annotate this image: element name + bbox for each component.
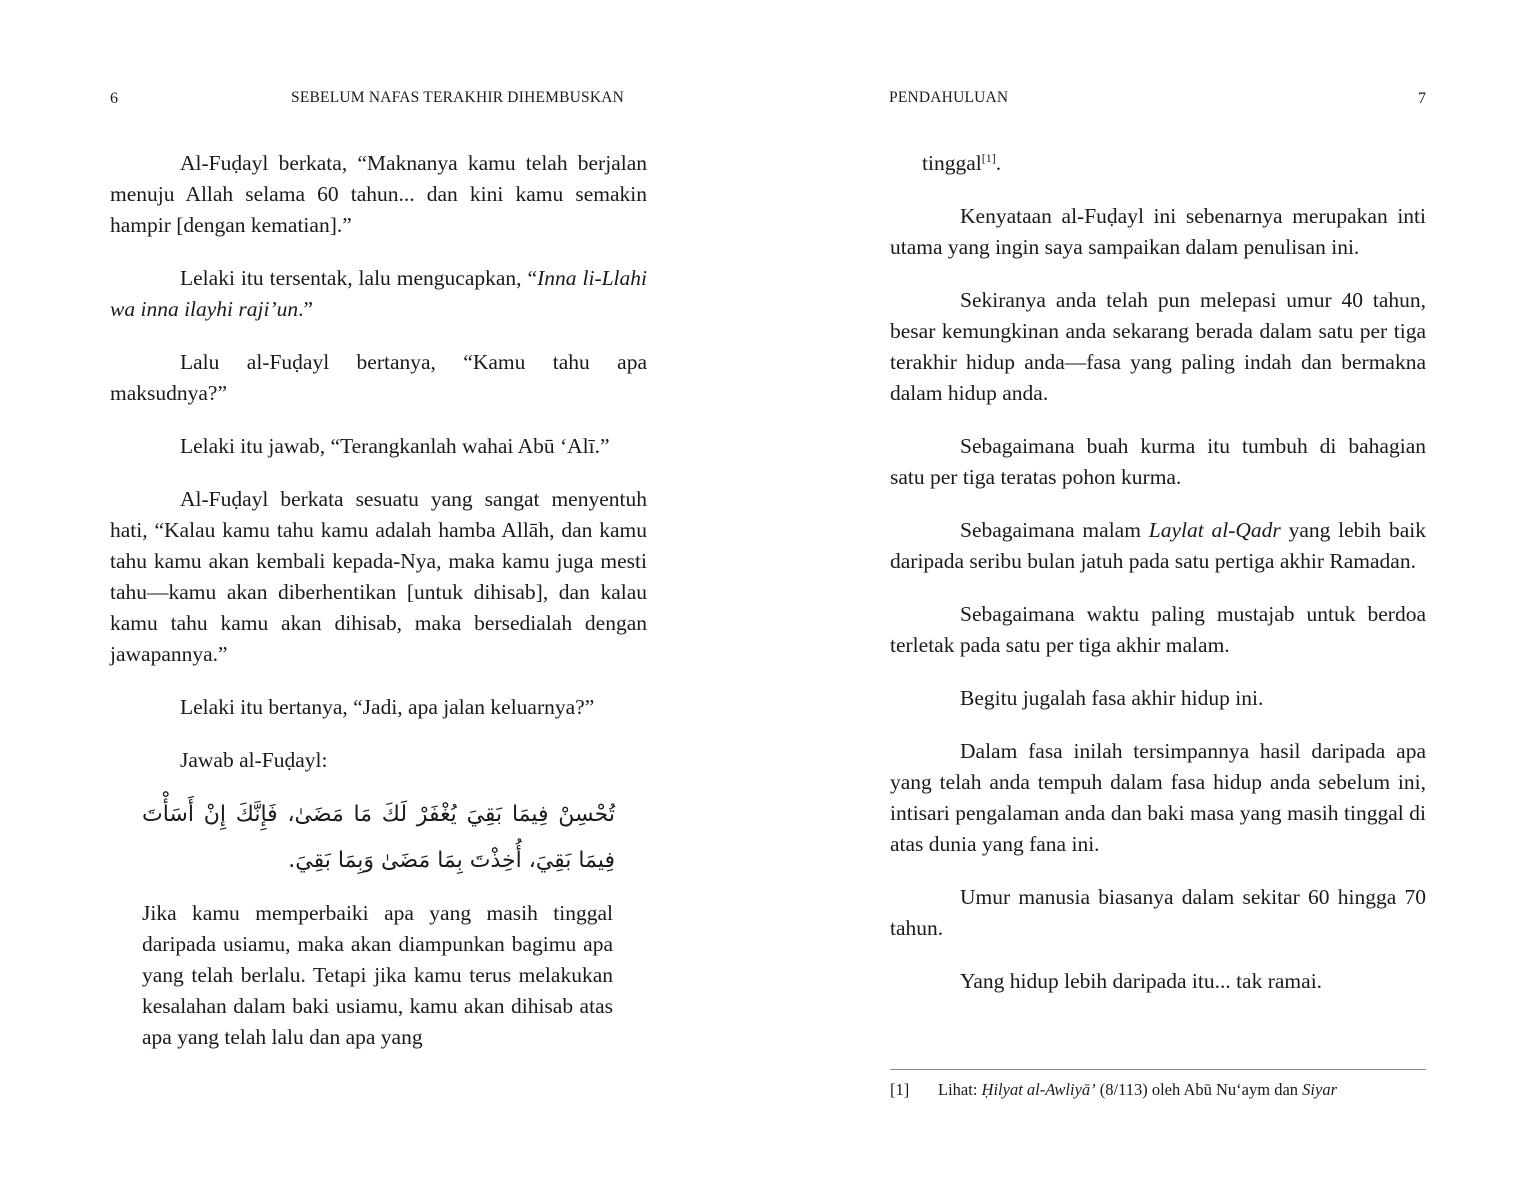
paragraph: Jawab al-Fuḍayl: [180,748,328,772]
page-number: 6 [110,90,118,107]
paragraph: Sekiranya anda telah pun melepasi umur 40 tahun, besar kemungkinan anda sekarang berada dalam satu per tiga terakhir hidup anda—fasa yang paling indah dan bermakna dalam hidup anda. [890,288,1426,405]
text-run: Lelaki itu tersentak, lalu mengucapkan, “ [180,266,538,290]
paragraph: Sebagaimana waktu paling mustajab untuk berdoa terletak pada satu per tiga akhir malam. [890,602,1426,657]
footnote-divider [890,1069,1426,1070]
text-run: . [995,151,1002,175]
paragraph: Umur manusia biasanya dalam sekitar 60 hingga 70 tahun. [890,885,1426,940]
paragraph [890,515,1426,577]
arabic-quote: تُحْسِنْ فِيمَا بَقِيَ يُغْفَرْ لَكَ مَا مَضَىٰ، فَإِنَّكَ إِنْ أَسَأْتَ فِيمَا بَقِيَ، أُخِذْتَ بِمَا مَضَىٰ وَبِمَا بَقِيَ. [142,802,615,873]
running-head: PENDAHULUAN [889,89,1009,106]
italic-title: Siyar [1302,1080,1338,1099]
paragraph: Begitu jugalah fasa akhir hidup ini. [960,686,1264,710]
continuation-line [890,148,1426,179]
italic-phrase: Inna li-Llahi wa inna ilayhi raji’un [110,266,648,321]
italic-title: Ḥilyat al-Awliyā’ [981,1080,1096,1099]
paragraph: Kenyataan al-Fuḍayl ini sebenarnya merupakan inti utama yang ingin saya sampaikan dalam penulisan ini. [890,204,1426,259]
paragraph: Lelaki itu bertanya, “Jadi, apa jalan keluarnya?” [180,695,595,719]
translation-text: Jika kamu memperbaiki apa yang masih tinggal daripada usiamu, maka akan diampunkan bagimu apa yang telah berlalu. Tetapi jika kamu terus melakukan kesalahan dalam baki usiamu, kamu akan dihisab atas apa yang telah lalu dan apa yang [142,901,613,1049]
paragraph: Sebagaimana buah kurma itu tumbuh di bahagian satu per tiga teratas pohon kurma. [890,434,1426,489]
text-run: tinggal [922,151,982,175]
page-number: 7 [1418,90,1426,107]
translation-block [110,898,647,1053]
text-run: .” [298,297,314,321]
paragraph: Lalu al-Fuḍayl bertanya, “Kamu tahu apa maksudnya?” [110,350,647,405]
text-run: Sebagaimana malam [960,518,1149,542]
paragraph [110,263,647,325]
paragraph: Al-Fuḍayl berkata sesuatu yang sangat menyentuh hati, “Kalau kamu tahu kamu adalah hamba Allāh, dan kamu tahu kamu akan kembali kepada-Nya, maka kamu juga mesti tahu—kamu akan diberhentikan [untuk dihisab], dan kalau kamu tahu kamu akan dihisab, maka bersedialah dengan jawapannya.” [110,487,647,666]
paragraph: Lelaki itu jawab, “Terangkanlah wahai Abū ‘Alī.” [180,434,610,458]
paragraph: Yang hidup lebih daripada itu... tak ramai. [960,969,1323,993]
body-text-right [890,148,1426,1019]
paragraph: Dalam fasa inilah tersimpannya hasil daripada apa yang telah anda tempuh dalam fasa hidup anda sebelum ini, intisari pengalaman anda dan baki masa yang masih tinggal di atas dunia yang fana ini. [890,739,1426,856]
body-text [110,148,647,1053]
footnote-ref[interactable]: [1] [981,151,996,165]
footnote [890,1080,1337,1100]
running-head: SEBELUM NAFAS TERAKHIR DIHEMBUSKAN [291,89,625,106]
footnote-mark: [1] [890,1080,910,1099]
italic-phrase: Laylat al-Qadr [1148,518,1281,542]
text-run: yang lebih baik daripada seribu bulan jatuh pada satu pertiga akhir Ramadan. [890,518,1426,573]
paragraph: Al-Fuḍayl berkata, “Maknanya kamu telah berjalan menuju Allah selama 60 tahun... dan kini kamu semakin hampir [dengan kematian].” [110,151,647,237]
text-run: (8/113) oleh Abū Nu‘aym dan [1095,1080,1303,1099]
text-run: Lihat: [938,1080,982,1099]
